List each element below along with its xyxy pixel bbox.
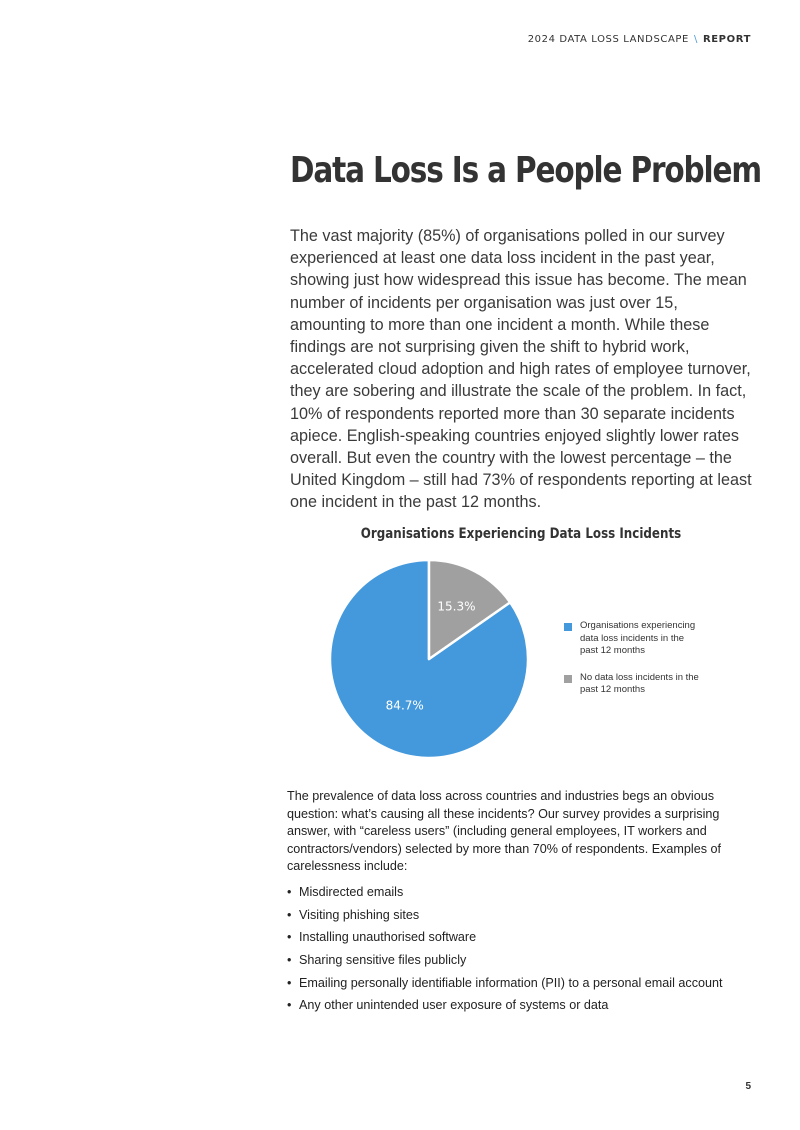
page-header (528, 34, 751, 45)
bullet-icon: • (287, 975, 292, 990)
page-number: 5 (745, 1081, 751, 1092)
chart-legend (564, 620, 724, 711)
list-item (287, 907, 723, 923)
legend-swatch-experiencing (564, 623, 572, 631)
legend-label-experiencing: Organisations experiencing data loss incidents in the past 12 months (580, 620, 696, 656)
legend-swatch-no-incidents (564, 675, 572, 683)
list-item (287, 884, 723, 900)
chart-title: Organisations Experiencing Data Loss Incidents (360, 526, 682, 542)
causes-paragraph: The prevalence of data loss across countries and industries begs an obvious question: what’s causing all these incidents? Our survey provides a surprising answer, with “careless users” (including general employees, IT workers and contractors/vendors) selected by more than 70% of respondents. Examples of carelessness include: (287, 789, 722, 874)
bullet-icon: • (287, 953, 292, 968)
pie-slice-label-1: 15.3% (437, 599, 476, 614)
bullet-icon: • (287, 885, 292, 899)
list-item-text: Installing unauthorised software (299, 930, 477, 945)
legend-item-no-incidents (564, 672, 724, 697)
pie-slice-label-0: 84.7% (385, 698, 424, 713)
bullet-icon: • (287, 930, 292, 945)
header-report-label: REPORT (702, 34, 751, 45)
legend-label-no-incidents: No data loss incidents in the past 12 months (580, 671, 699, 695)
header-separator: \ (693, 34, 698, 45)
list-item (287, 997, 723, 1013)
list-item (287, 929, 723, 945)
list-item-text: Sharing sensitive files publicly (299, 953, 467, 968)
list-item-text: Visiting phishing sites (299, 907, 420, 922)
list-item-text: Misdirected emails (299, 885, 404, 899)
legend-item-experiencing (564, 620, 724, 658)
list-item-text: Any other unintended user exposure of systems or data (299, 998, 609, 1013)
intro-paragraph: The vast majority (85%) of organisations polled in our survey experienced at least one data loss incident in the past year, showing just how widespread this issue has become. The mean number of incidents per organisation was just over 15, amounting to more than one incident a month. While these findings are not surprising given the shift to hybrid work, accelerated cloud adoption and high rates of employee turnover, they are sobering and illustrate the scale of the problem. In fact, 10% of respondents reported more than 30 separate incidents apiece. English-speaking countries enjoyed slightly lower rates overall. But even the country with the lowest percentage – the United Kingdom – still had 73% of respondents reporting at least one incident in the past 12 months. (290, 227, 752, 512)
bullet-icon: • (287, 998, 292, 1013)
bullet-icon: • (287, 907, 292, 922)
carelessness-examples-list (287, 884, 723, 1020)
page-title: Data Loss Is a People Problem (290, 150, 761, 191)
header-report-name: 2024 DATA LOSS LANDSCAPE (527, 34, 689, 45)
pie-chart (328, 558, 530, 760)
list-item (287, 952, 723, 968)
list-item-text: Emailing personally identifiable information (PII) to a personal email account (299, 975, 723, 990)
list-item (287, 975, 723, 991)
